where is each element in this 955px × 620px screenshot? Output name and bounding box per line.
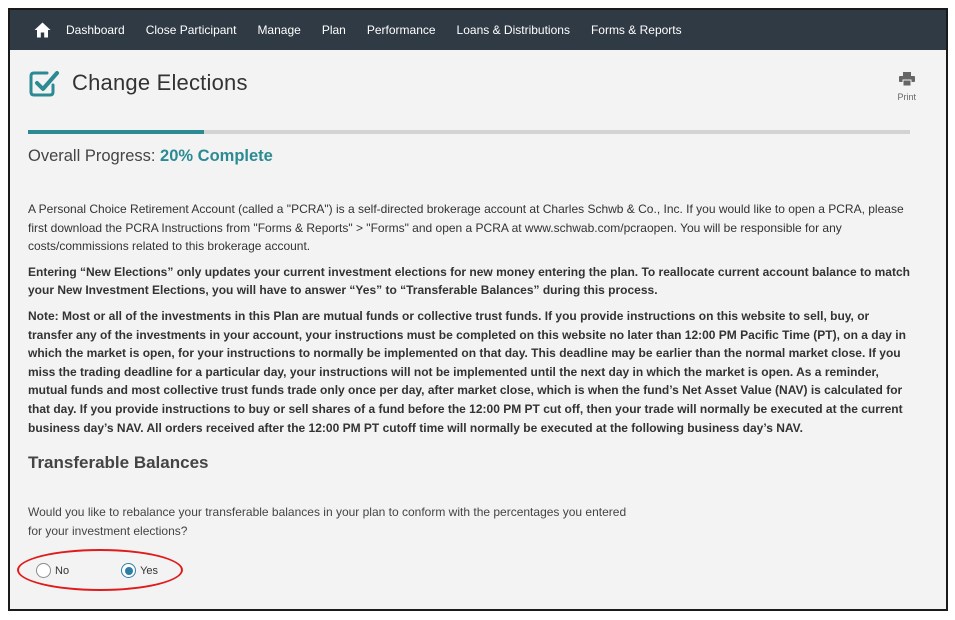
checkbox-check-icon xyxy=(28,68,60,98)
trading-deadline-note: Note: Most or all of the investments in this Plan are mutual funds or collective trust funds. If you provide instructions on this website to sell, buy, or transfer any of the investments in your account, your instructions must be completed on this website no later than 12:00 PM Pacific Time (PT), on a day in which the market is open, for your instructions to normally be implemented on that day. This deadline may be earlier than the normal market close. If you miss the trading deadline for a particular day, your instructions will not be implemented until the next day in which the market is open. As a reminder, mutual funds and most collective trust funds trade only once per day, after market close, which is when the fund’s Net Asset Value (NAV) is calculated for that day. If you provide instructions to buy or sell shares of a fund before the 12:00 PM PT cut off, then your trade will normally be executed at the current business day’s NAV. All orders received after the 12:00 PM PT cutoff time will normally be executed at the following business day’s NAV. xyxy=(28,308,906,435)
progress-bar-fill xyxy=(28,130,204,134)
progress-value: 20% Complete xyxy=(160,147,273,165)
progress-label: Overall Progress: xyxy=(28,147,161,165)
red-highlight-ellipse xyxy=(17,549,183,591)
radio-label-no: No xyxy=(55,564,70,577)
pcra-paragraph: A Personal Choice Retirement Account (called a "PCRA") is a self-directed brokerage account at Charles Schwb & Co., Inc. If you would like to open a PCRA, please first download the PCRA Instructions from "Forms & Reports" > "Forms" and open a PCRA at www.schwab.com/pcraopen. You will be responsible for any costs/commissions related to this brokerage account. xyxy=(28,202,904,254)
nav-dashboard[interactable]: Dashboard xyxy=(66,23,125,37)
printer-icon xyxy=(899,73,915,90)
page-header xyxy=(28,68,248,98)
nav-manage[interactable]: Manage xyxy=(257,23,301,37)
home-icon[interactable] xyxy=(34,20,54,40)
app-window xyxy=(8,8,948,611)
transferable-balances-title: Transferable Balances xyxy=(28,453,209,472)
nav-loans-distributions[interactable]: Loans & Distributions xyxy=(456,23,570,37)
nav-performance[interactable]: Performance xyxy=(366,23,436,37)
print-label: Print xyxy=(897,92,916,102)
rebalance-question: Would you like to rebalance your transferable balances in your plan to conform with the percentages you entered for your investment elections? xyxy=(28,505,627,538)
new-elections-note: Entering “New Elections” only updates your current investment elections for new money entering the plan. To reallocate current account balance to match your New Investment Elections, you will have to answer “Yes” to “Transferable Balances” during this process. xyxy=(28,264,910,298)
instructions xyxy=(28,200,913,444)
print-button[interactable] xyxy=(897,72,916,102)
nav-forms-reports[interactable]: Forms & Reports xyxy=(590,23,682,37)
top-navigation xyxy=(10,10,946,50)
progress-bar xyxy=(28,130,910,134)
nav-close-participant[interactable]: Close Participant xyxy=(145,23,237,37)
nav-plan[interactable]: Plan xyxy=(321,23,346,37)
radio-label-yes: Yes xyxy=(140,564,159,577)
progress-text xyxy=(28,147,273,166)
page-title: Change Elections xyxy=(72,70,248,95)
